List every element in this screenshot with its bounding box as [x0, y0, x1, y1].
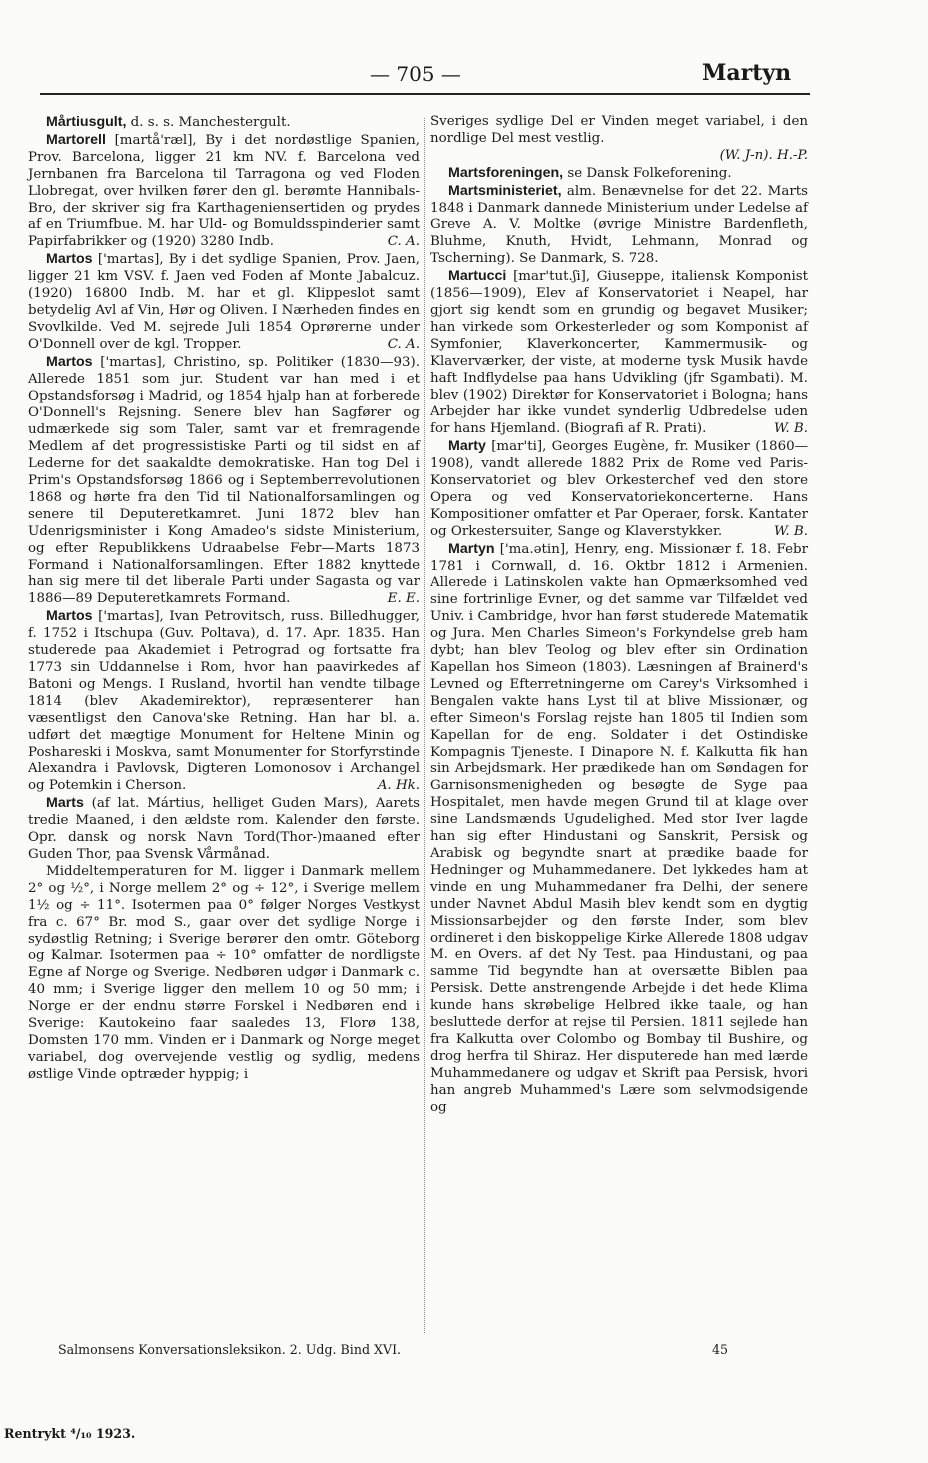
author-signature: (W. J-n). H.-P. [719, 147, 808, 163]
entry [430, 183, 808, 269]
entry-text: [martå'ræl], By i det nordøstlige Spanien, Prov. Barcelona, ligger 21 km NV. f. Barcelona ved Jernbanen fra Barcelona til Tarragona og ved Floden Llobregat, over hvilken fører den gl. berømte Hannibals-Bro, der skriver sig fra Karthageniensertiden og prydes af en Triumfbue. M. har Uld- og Bomuldsspinderier samt Papirfabrikker og (1920) 3280 Indb. [28, 132, 420, 250]
entry [28, 354, 420, 609]
headword: Martsministeriet, [448, 182, 562, 199]
entry-text: ['ma.ətin], Henry, eng. Missionær f. 18. Febr 1781 i Cornwall, d. 16. Oktbr 1812 i Armenien. Allerede i Latinskolen vakte han Opmærksomhed ved sine fortrinlige Evner, og det samme var Tilfældet ved Univ. i Cambridge, hvor han først studerede Matematik og Jura. Men Charles Simeon's Forkyndelse greb ham dybt; han blev Teolog og blev efter sin Ordination Kapellan hos Simeon (1803). Læsningen af Brainerd's Levned og Efterretningerne om Carey's Virksomhed i Bengalen vakte hans Lyst til at blive Missionær, og efter Simeon's Forslag rejste han 1805 til Indien som Kapellan for de eng. Soldater i det Ostindiske Kompagnis Tjeneste. I Dinapore N. f. Kalkutta fik han sin Arbejdsmark. Her prædikede han om Søndagen for Garnisonsmenigheden og besøgte de Syge paa Hospitalet, men havde megen Grund til at klage over sine Landsmænds Ugudelighed. Med stor Iver lagde han sig efter Hindustani og Sanskrit, Persisk og Arabisk og begyndte snart at prædike baade for Hedninger og Muhammedanere. Det lykkedes ham at vinde en ung Muhammedaner fra Delhi, der senere under Navnet Abdul Masih blev kendt som en dygtig Missionsarbejder og den første Inder, som blev ordineret i den biskoppelige Kirke Allerede 1808 udgav M. en Overs. af det Ny Test. paa Hindustani, og paa samme Tid begyndte han at oversætte Biblen paa Persisk. Dette anstrengende Arbejde i det hede Klima kunde hans skrøbelige Helbred ikke taale, og han besluttede derfor at rejse til Persien. 1811 sejlede han fra Kalkutta over Colombo og Bombay til Bushire, og drog herfra til Shiraz. Her disputerede han med lærde Muhammedanere og udgav et Skrift paa Persisk, hvori han angreb Muhammed's Lære som selvmodsigende og [430, 541, 808, 1115]
paragraph [28, 864, 420, 1084]
headword: Martucci [448, 268, 507, 285]
entry-text: ['martas], Christino, sp. Politiker (1830—93). Allerede 1851 som jur. Student var han med i et Opstandsforsøg i Madrid, og 1854 hjalp han at forberede O'Donnell's Rejsning. Senere blev han Sagfører og udmærkede sig som Taler, samt var et fremragende Medlem af det progressistiske Parti og til sidst en af Lederne for det saakaldte demokratiske. Han tog Del i Prim's Opstandsforsøg 1866 og i Septemberrevolutionen 1868 og hørte fra den Tid til Nationalforsamlingen og senere til Deputeretkamret. Juni 1872 blev han Udenrigsminister i Kong Amadeo's sidste Ministerium, og efter Republikkens Udraabelse Febr—Marts 1873 Formand i Nationalforsamlingen. Efter 1882 knyttede han sig mere til det liberale Parti under Sagasta og var 1886—89 Deputeretkamrets Formand. [28, 354, 420, 607]
author-signature: W. B. [773, 523, 808, 539]
entry-text: alm. Benævnelse for det 22. Marts 1848 i Danmark dannede Ministerium under Ledelse af Greve A. V. Moltke (øvrige Ministre Bardenfleth, Bluhme, Knuth, Hvidt, Lehmann, Monrad og Tscherning). Se Danmark, S. 728. [430, 183, 808, 267]
entry-text: Middeltemperaturen for M. ligger i Danmark mellem 2° og ½°, i Norge mellem 2° og ÷ 12°, i Sverige mellem 1½ og ÷ 11°. Isotermen paa 0° følger Norges Vestkyst fra c. 67° Br. mod S., gaar over det sydlige Norge i sydøstlig Retning; i Sverige berører den omtr. Göteborg og Kalmar. Isotermen paa ÷ 10° omfatter de nordligste Egne af Norge og Sverige. Nedbøren udgør i Danmark c. 40 mm; i Sverige ligger den mellem 10 og 50 mm; i Norge er der endnu større Forskel i Nedbøren end i Sverige: Kautokeino faar saaledes 13, Florø 138, Domsten 170 mm. Vinden er i Danmark og Norge meget variabel, dog overvejende vestlig og sydlig, medens østlige Vinde optræder hyppig; i [28, 863, 420, 1082]
right-column [430, 114, 808, 1116]
entry [430, 438, 808, 540]
headword: Martorell [46, 131, 106, 148]
entry [430, 165, 808, 183]
entry [28, 795, 420, 864]
column-divider [424, 118, 425, 1333]
page-number: — 705 — [370, 62, 461, 86]
entry [28, 608, 420, 795]
footer-publication: Salmonsens Konversationsleksikon. 2. Udg. Bind XVI. [58, 1342, 402, 1357]
author-signature: E. E. [387, 591, 420, 607]
entry [430, 541, 808, 1117]
headword: Martos [46, 353, 93, 370]
headword: Mårtiusgult, [46, 114, 127, 130]
entry-text: Sveriges sydlige Del er Vinden meget variabel, i den nordlige Del mest vestlig. [430, 114, 808, 146]
left-column [28, 114, 420, 1084]
entry-text: [mar'ti], Georges Eugène, fr. Musiker (1860—1908), vandt allerede 1882 Prix de Rome ved Paris-Konservatoriet og blev Orkesterchef ved den store Opera og ved Konservatoriekoncerterne. Hans Kompositioner omfatter et Par Operaer, forsk. Kantater og Orkestersuiter, Sange og Klaverstykker. [430, 439, 808, 539]
headword: Martos [46, 251, 93, 268]
reprint-note: Rentrykt ⁴/₁₀ 1923. [4, 1426, 136, 1441]
entry [28, 114, 420, 132]
headword: Marts [46, 795, 84, 812]
header-rule [40, 93, 810, 95]
entry-text: (af lat. Mártius, helliget Guden Mars), Aarets tredie Maaned, i den ældste rom. Kalender den første. Opr. dansk og norsk Navn Tord(Thor-)maaned efter Guden Thor, paa Svensk Vårmånad. [28, 796, 420, 862]
headword: Martos [46, 608, 93, 625]
author-signature: C. A. [387, 234, 420, 250]
entry-text: ['martas], Ivan Petrovitsch, russ. Billedhugger, f. 1752 i Itschupa (Guv. Poltava), d. 17. Apr. 1835. Han studerede paa Akademiet i Petrograd og fortsatte fra 1773 sin Uddannelse i Rom, hvor han paavirkedes af Batoni og Mengs. I Rusland, hvortil han vendte tilbage 1814 (blev Akademirektor), repræsenterer han væsentligst den Canova'ske Retning. Han har bl. a. udført det mægtige Monument for Heltene Minin og Poshareski i Moskva, samt Monumenter for Storfyrstinde Alexandra i Pavlovsk, Digteren Lomonosov i Archangel og Potemkin i Cherson. [28, 609, 420, 794]
paragraph [430, 114, 808, 165]
headword: Martyn [448, 540, 495, 557]
author-signature: A. Hk. [377, 778, 420, 794]
entry-text: ['martas], By i det sydlige Spanien, Prov. Jaen, ligger 21 km VSV. f. Jaen ved Foden af Monte Jabalcuz. (1920) 16800 Indb. M. har et gl. Klippeslot samt betydelig Avl af Vin, Hør og Oliven. I Nærheden findes en Svovlkilde. Ved M. sejrede Juli 1854 Oprørerne under O'Donnell over de kgl. Tropper. [28, 252, 420, 352]
headword: Marty [448, 438, 486, 455]
footer-signature-number: 45 [712, 1342, 729, 1357]
entry [28, 132, 420, 251]
entry-text: [mar'tut.ʃi], Giuseppe, italiensk Komponist (1856—1909), Elev af Konservatoriet i Neapel, har gjort sig kendt som en grundig og begavet Musiker; han virkede som Orkesterleder og som Komponist af Symfonier, Klaverkoncerter, Kammermusik- og Klaverværker, der viste, at moderne tysk Musik havde haft Indflydelse paa hans Udvikling (jfr Sgambati). M. blev (1902) Direktør for Konservatoriet i Bologna; hans Arbejder har ikke vundet synderlig Udbredelse uden for hans Hjemland. (Biografi af R. Prati). [430, 269, 808, 437]
running-title: Martyn [702, 60, 792, 86]
entry [430, 268, 808, 438]
author-signature: W. B. [773, 421, 808, 437]
author-signature: C. A. [387, 336, 420, 352]
entry-text: d. s. s. Manchestergult. [126, 115, 291, 130]
headword: Martsforeningen, [448, 164, 564, 181]
entry-text: se Dansk Folkeforening. [563, 165, 732, 181]
entry [28, 251, 420, 353]
